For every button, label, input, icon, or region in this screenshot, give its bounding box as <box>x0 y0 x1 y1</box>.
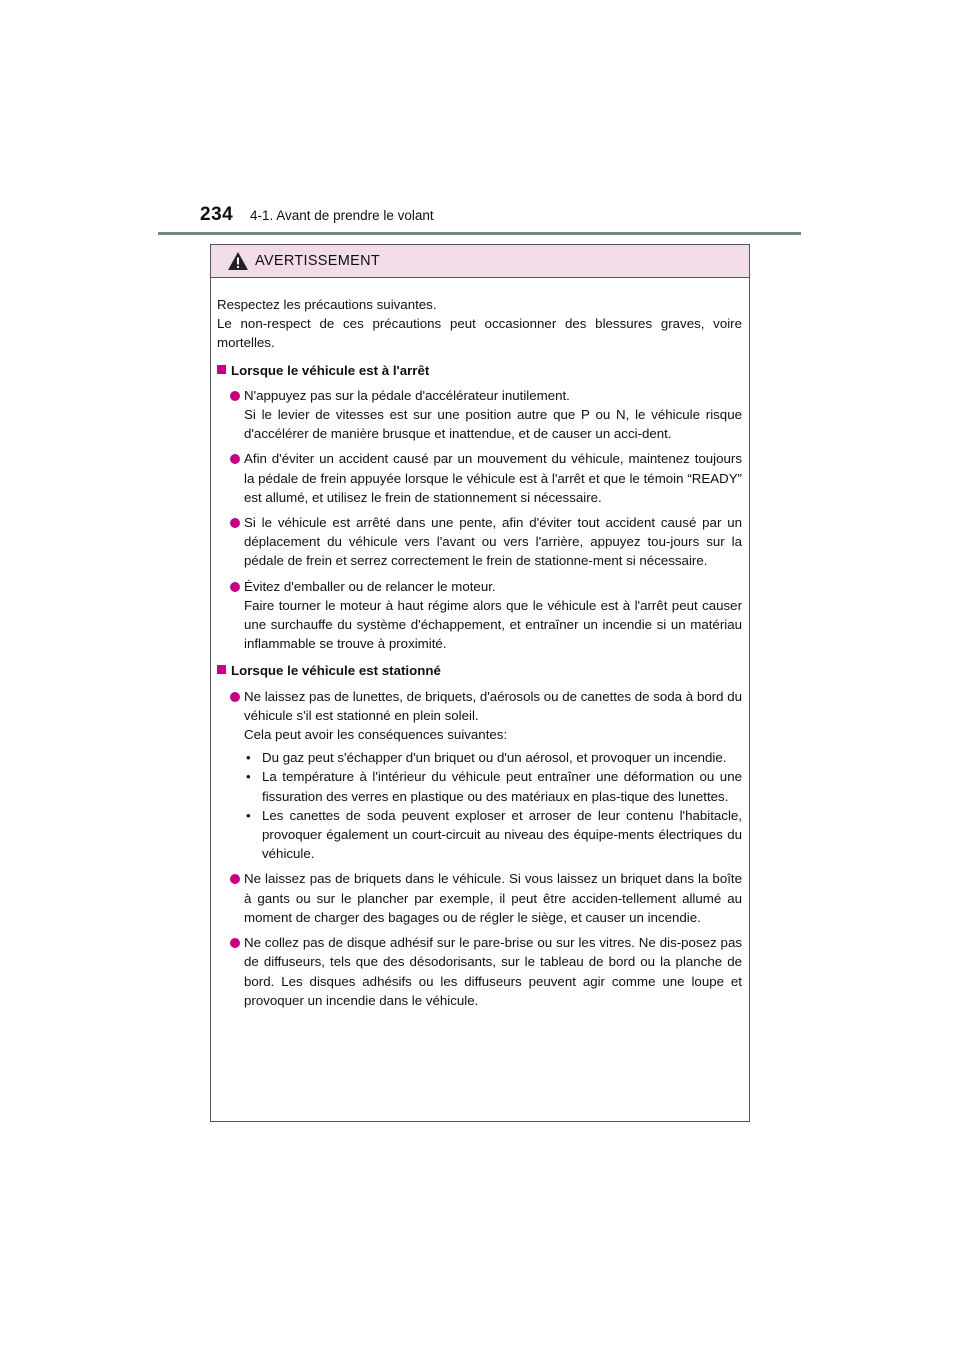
item-paragraph: Ne collez pas de disque adhésif sur le pare-brise ou sur les vitres. Ne dis-posez pas de diffuseurs, tels que des désodorisants, sur le tableau de bord ou la planche de bord. Les disques adhésifs ou les diffuseurs peuvent agir comme une loupe et provoquer un incendie dans le véhicule. <box>244 935 742 1008</box>
section-heading-text: Lorsque le véhicule est à l'arrêt <box>231 362 430 378</box>
round-bullet-icon <box>230 386 244 444</box>
square-bullet-icon <box>217 665 226 674</box>
sub-bullet-icon: • <box>246 769 251 785</box>
round-bullet-icon <box>230 513 244 571</box>
warning-intro <box>217 295 742 353</box>
warning-item-text <box>244 687 742 864</box>
sub-item-text: Les canettes de soda peuvent exploser et arroser de leur contenu l'habitacle, provoquer également un court-circuit au niveau des équipe-ments électriques du véhicule. <box>262 807 742 862</box>
bullet-dot-icon <box>230 582 240 592</box>
item-paragraph: Évitez d'emballer ou de relancer le moteur. <box>244 578 496 594</box>
header-rule <box>158 232 801 235</box>
sub-item-text: La température à l'intérieur du véhicule peut entraîner une déformation ou une fissuration des verres en plastique ou des matériaux en plas-tique des lunettes. <box>262 769 742 804</box>
warning-body <box>217 295 742 1010</box>
warning-item <box>217 577 742 654</box>
item-paragraph: Ne laissez pas de lunettes, de briquets, d'aérosols ou de canettes de soda à bord du véhicule s'il est stationné en plein soleil. <box>244 688 742 723</box>
warning-item <box>217 449 742 507</box>
section-heading-text: Lorsque le véhicule est stationné <box>231 663 441 679</box>
intro-line: Le non-respect de ces précautions peut occasionner des blessures graves, voire mortelles. <box>217 316 742 351</box>
warning-item <box>217 513 742 571</box>
warning-item-text <box>244 386 742 444</box>
warning-item <box>217 869 742 927</box>
warning-item <box>217 933 742 1010</box>
round-bullet-icon <box>230 933 244 1010</box>
round-bullet-icon <box>230 869 244 927</box>
bullet-dot-icon <box>230 692 240 702</box>
page-header <box>200 204 434 226</box>
sub-list-item <box>244 806 742 864</box>
round-bullet-icon <box>230 577 244 654</box>
warning-item-text <box>244 933 742 1010</box>
sub-list-item <box>244 748 742 767</box>
sub-bullet-icon: • <box>246 750 251 766</box>
bullet-dot-icon <box>230 391 240 401</box>
intro-line: Respectez les précautions suivantes. <box>217 297 437 312</box>
item-paragraph: N'appuyez pas sur la pédale d'accélérateur inutilement. <box>244 387 570 403</box>
item-paragraph: Ne laissez pas de briquets dans le véhicule. Si vous laissez un briquet dans la boîte à gants ou sur le plancher par exemple, il peut être acciden-tellement allumé au moment de charger des bagages ou de régler le siège, et causer un incendie. <box>244 871 742 925</box>
bullet-dot-icon <box>230 874 240 884</box>
item-paragraph: Faire tourner le moteur à haut régime alors que le véhicule est à l'arrêt peut causer une surchauffe du système d'échappement, et entraîner un incendie si un matériau inflammable se trouve à proximité. <box>244 597 742 652</box>
round-bullet-icon <box>230 449 244 507</box>
round-bullet-icon <box>230 687 244 864</box>
section-heading <box>217 361 742 380</box>
section-heading <box>217 661 742 680</box>
warning-title: AVERTISSEMENT <box>255 253 381 269</box>
warning-item-text <box>244 449 742 507</box>
square-bullet-icon <box>217 365 226 374</box>
warning-item-text <box>244 513 742 571</box>
chapter-title: 4-1. Avant de prendre le volant <box>250 208 434 223</box>
warning-item-text <box>244 869 742 927</box>
item-paragraph: Afin d'éviter un accident causé par un mouvement du véhicule, maintenez toujours la pédale de frein appuyée lorsque le véhicule est à l'arrêt et que le témoin “READY” est allumé, et utilisez le frein de stationnement si nécessaire. <box>244 451 742 505</box>
page-number: 234 <box>200 204 234 225</box>
sub-item-text: Du gaz peut s'échapper d'un briquet ou d'un aérosol, et provoquer un incendie. <box>262 750 727 766</box>
sub-bullet-icon: • <box>246 807 251 823</box>
item-paragraph: Cela peut avoir les conséquences suivantes: <box>244 727 508 743</box>
bullet-dot-icon <box>230 454 240 464</box>
item-paragraph: Si le levier de vitesses est sur une position autre que P ou N, le véhicule risque d'accélérer de manière brusque et inattendue, et de causer un acci-dent. <box>244 407 742 442</box>
warning-box <box>210 244 750 1122</box>
sub-list <box>244 748 742 863</box>
warning-header <box>211 245 749 278</box>
warning-item <box>217 687 742 864</box>
warning-triangle-icon <box>227 251 249 271</box>
warning-item-text <box>244 577 742 654</box>
item-paragraph: Si le véhicule est arrêté dans une pente, afin d'éviter tout accident causé par un déplacement du véhicule vers l'avant ou vers l'arrière, appuyez tou-jours sur la pédale de frein et serrez correctement le frein de stationne-ment si nécessaire. <box>244 515 742 569</box>
bullet-dot-icon <box>230 518 240 528</box>
bullet-dot-icon <box>230 938 240 948</box>
sub-list-item <box>244 767 742 805</box>
warning-item <box>217 386 742 444</box>
